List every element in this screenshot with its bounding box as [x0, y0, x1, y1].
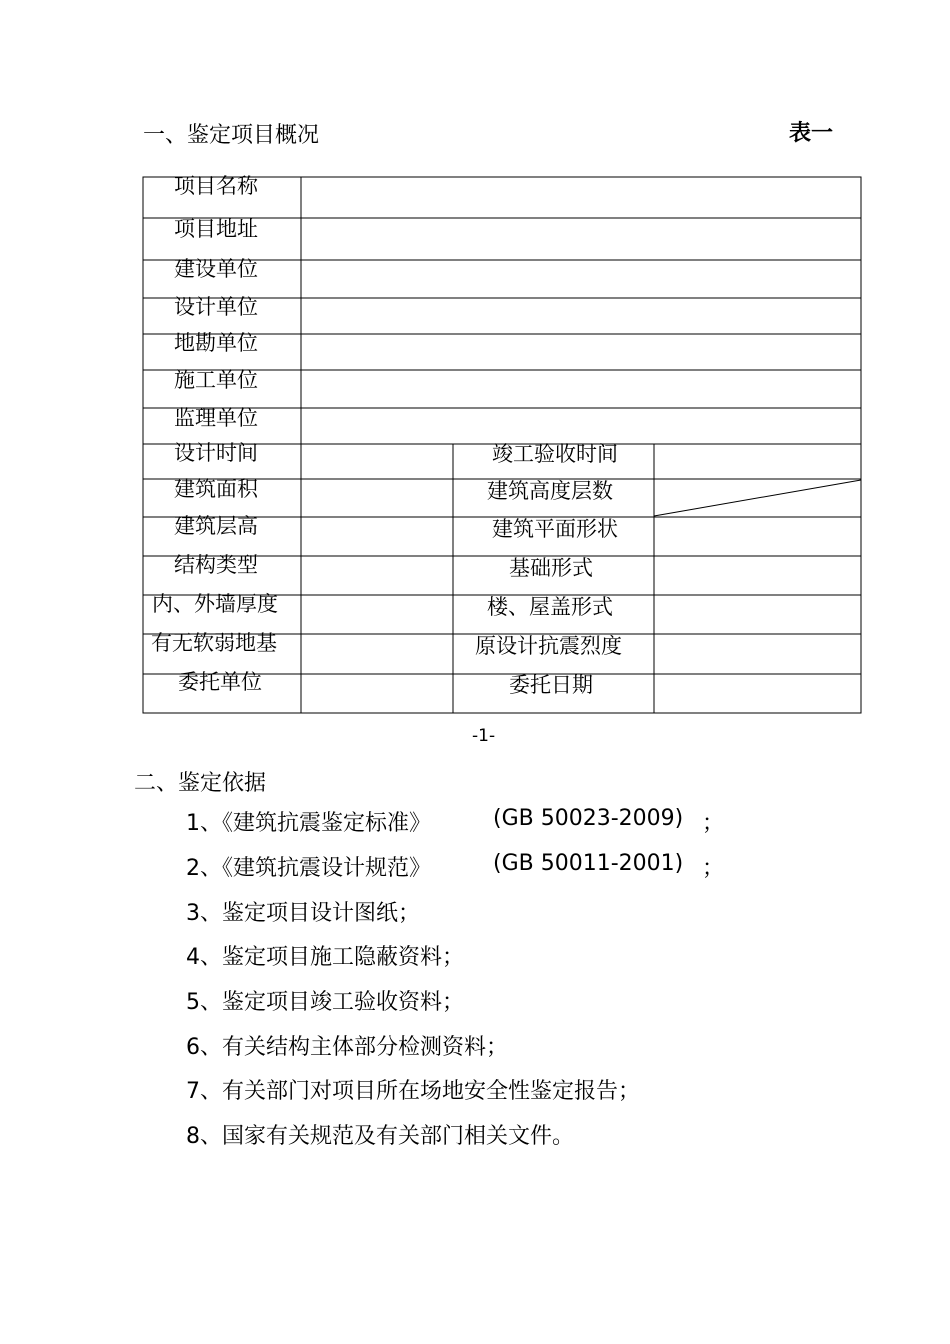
basis-standard-code: (GB 50011-2001) [493, 851, 684, 876]
label-supervision-unit: 监理单位 [174, 406, 258, 430]
basis-num: 3 [186, 901, 200, 926]
basis-item [186, 985, 464, 1016]
page-number: -1- [472, 726, 496, 746]
label-seismic-intensity: 原设计抗震烈度 [475, 634, 622, 658]
label-survey-unit: 地勘单位 [174, 331, 258, 355]
basis-text: 、鉴定项目竣工验收资料； [200, 990, 465, 1015]
label-builder-unit: 施工单位 [174, 368, 258, 392]
label-acceptance-time: 竣工验收时间 [492, 442, 618, 466]
basis-num: 1 [186, 811, 200, 836]
basis-num: 8 [186, 1124, 200, 1149]
label-floor-height: 建筑层高 [174, 514, 258, 538]
basis-num: 6 [186, 1035, 200, 1060]
basis-item [186, 896, 420, 927]
basis-text: 、鉴定项目设计图纸； [200, 901, 421, 926]
basis-text: 、鉴定项目施工隐蔽资料； [200, 945, 465, 970]
table-label: 表一 [789, 121, 834, 146]
basis-item [186, 1119, 574, 1150]
label-plan-shape: 建筑平面形状 [492, 517, 618, 541]
basis-num: 4 [186, 945, 200, 970]
label-roof-form: 楼、屋盖形式 [487, 595, 613, 619]
section2-title: 二、鉴定依据 [134, 771, 267, 796]
basis-text: 、国家有关规范及有关部门相关文件。 [200, 1124, 575, 1149]
basis-num: 7 [186, 1079, 200, 1104]
label-soft-foundation: 有无软弱地基 [151, 631, 277, 655]
diagonal-slash [654, 480, 861, 516]
basis-text: 、《建筑抗震鉴定标准》 [200, 811, 432, 836]
basis-item [186, 1074, 640, 1105]
basis-item [186, 851, 725, 882]
basis-text: 、《建筑抗震设计规范》 [200, 856, 432, 881]
basis-num: 2 [186, 856, 200, 881]
label-wall-thickness: 内、外墙厚度 [152, 592, 278, 616]
label-height-stories: 建筑高度层数 [487, 479, 613, 503]
label-client-date: 委托日期 [509, 673, 593, 697]
label-project-address: 项目地址 [174, 217, 258, 241]
basis-text: 、有关部门对项目所在场地安全性鉴定报告； [200, 1079, 641, 1104]
basis-standard-code: (GB 50023-2009) [493, 806, 684, 831]
label-construction-unit: 建设单位 [174, 257, 258, 281]
basis-item [186, 940, 464, 971]
label-client-unit: 委托单位 [178, 670, 262, 694]
label-design-unit: 设计单位 [174, 295, 258, 319]
label-foundation-form: 基础形式 [509, 556, 593, 580]
section1-title: 一、鉴定项目概况 [143, 123, 320, 148]
basis-item [186, 1030, 508, 1061]
basis-item [186, 806, 725, 837]
label-design-time: 设计时间 [174, 441, 258, 465]
basis-end: ； [702, 856, 725, 881]
label-building-area: 建筑面积 [174, 477, 258, 501]
label-structure-type: 结构类型 [174, 553, 258, 577]
basis-text: 、有关结构主体部分检测资料； [200, 1035, 509, 1060]
basis-end: ； [702, 811, 725, 836]
label-project-name: 项目名称 [174, 174, 258, 198]
basis-num: 5 [186, 990, 200, 1015]
